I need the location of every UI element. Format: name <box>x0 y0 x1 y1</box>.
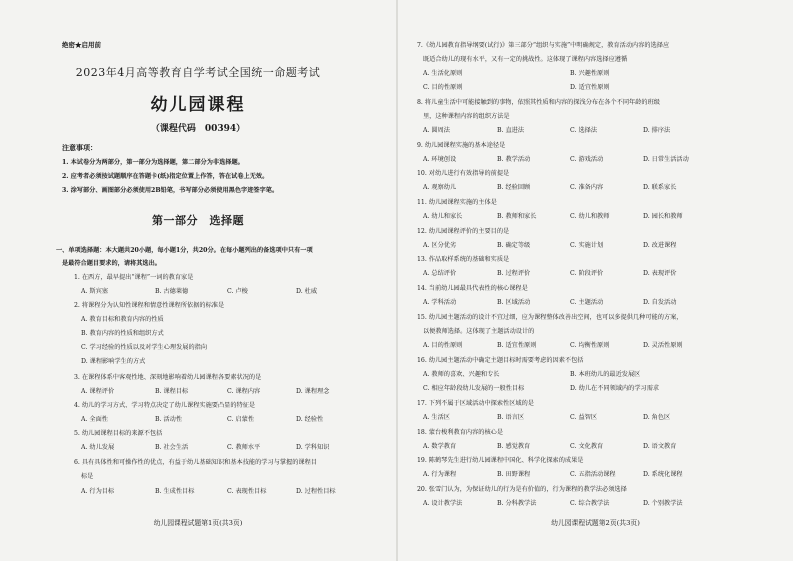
question-stem: 16. 幼儿园主题活动中确定主题目标时需要考虑的因素不包括 <box>417 357 584 364</box>
question-stem: 11. 幼儿园课程实施的主体是 <box>417 199 497 206</box>
option: D. 课程影响学生的方式 <box>81 358 146 365</box>
option: A. 斯宾塞 <box>81 288 108 295</box>
option: B. 本班幼儿的最近发展区 <box>570 371 641 378</box>
option: D. 适宜性原则 <box>570 84 610 91</box>
option: C. 益智区 <box>570 414 598 421</box>
question-stem: 20. 张雪门认为，为保证幼儿的行为是有价值的，行为课程的教学法必须选择 <box>417 486 627 493</box>
option: B. 古德莱德 <box>155 288 189 295</box>
option: A. 数学教育 <box>423 443 457 450</box>
option: D. 自发活动 <box>643 299 677 306</box>
notice-heading: 注意事项： <box>62 143 97 152</box>
option: A. 全面性 <box>81 416 108 423</box>
option: D. 过程性目标 <box>296 488 336 495</box>
option: D. 个别教学法 <box>643 500 683 507</box>
option: C. 教师水平 <box>227 444 261 451</box>
option: B. 社会生活 <box>155 444 189 451</box>
option: A. 观察幼儿 <box>423 184 457 191</box>
option: A. 幼儿和家长 <box>423 213 463 220</box>
question-stem-continued: 里，这种课程内容的组织方法是 <box>423 113 510 120</box>
option: B. 生成性目标 <box>155 488 195 495</box>
option: C. 综合教学法 <box>570 500 610 507</box>
option: B. 兴趣性原则 <box>570 70 610 77</box>
part-title: 第一部分 选择题 <box>152 214 244 227</box>
option: C. 课程内容 <box>227 388 261 395</box>
option: A. 目的性原则 <box>423 342 463 349</box>
option: C. 表现性目标 <box>227 488 267 495</box>
option: C. 相应年龄段幼儿发展的一般性目标 <box>423 385 525 392</box>
page-footer: 幼儿园课程试题第2页(共3页) <box>551 519 640 527</box>
question-stem: 17. 下列不属于区域活动中探索性区域的是 <box>417 400 534 407</box>
option: A. 生活化原则 <box>423 70 463 77</box>
option: D. 改进课程 <box>643 242 677 249</box>
option: C. 主题活动 <box>570 299 604 306</box>
option: C. 实施计划 <box>570 242 604 249</box>
option: C. 选择法 <box>570 127 598 134</box>
option: D. 排序法 <box>643 127 671 134</box>
option: A. 行为课程 <box>423 471 457 478</box>
section-instructions: 一、单项选择题：本大题共20小题，每小题1分，共20分。在每小题列出的备选项中只有一项 <box>56 247 313 254</box>
option: C. 幼儿和教师 <box>570 213 610 220</box>
question-stem: 2. 将课程分为认知性课程和情意性课程所依据的标准是 <box>74 302 225 309</box>
option: D. 学科知识 <box>296 444 330 451</box>
notice-item: 1. 本试卷分为两部分，第一部分为选择题，第二部分为非选择题。 <box>62 159 244 166</box>
option: B. 感觉教育 <box>497 443 531 450</box>
question-stem-continued: 以便教师选择。这体现了主题活动设计的 <box>423 328 535 335</box>
question-stem: 6. 具有具体性和可操作性的优点，有益于幼儿基础知识和基本技能的学习与掌握的课程目 <box>74 459 317 466</box>
page-1 <box>0 0 396 561</box>
question-stem: 15. 幼儿园主题活动的设计不宜过细，应为课程整体改善出空间，也可以多提供几种可能的方案， <box>417 314 683 321</box>
notice-item: 3. 涂写部分、画图部分必须使用2B铅笔，书写部分必须使用黑色字迹签字笔。 <box>62 187 279 194</box>
option: B. 活动性 <box>155 416 183 423</box>
option: B. 分科教学法 <box>497 500 537 507</box>
option: C. 目的性原则 <box>423 84 463 91</box>
option: C. 游戏活动 <box>570 156 604 163</box>
option: B. 过程评价 <box>497 270 531 277</box>
option: D. 联系家长 <box>643 184 677 191</box>
option: A. 课程评价 <box>81 388 115 395</box>
question-stem: 3. 在课程体系中客观性地、深刻地影响着幼儿园课程各要素状况的是 <box>74 374 262 381</box>
question-stem: 4. 幼儿的学习方式、学习特点决定了幼儿课程实施要凸显的特征是 <box>74 402 256 409</box>
option: D. 幼儿在不同领域内的学习需求 <box>570 385 660 392</box>
option: D. 园长和教师 <box>643 213 683 220</box>
option: B. 教学活动 <box>497 156 531 163</box>
option: C. 启蒙性 <box>227 416 255 423</box>
question-stem: 8. 将儿童生活中可能接触到的事物，依照其性质和内容的探浅分布在各个不同年龄的班级 <box>417 99 660 106</box>
section-instructions: 是最符合题目要求的，请将其选出。 <box>62 260 161 267</box>
option: B. 语言区 <box>497 414 525 421</box>
option: B. 直进法 <box>497 127 525 134</box>
question-stem: 19. 陈鹤琴先生进行幼儿园课程中国化、科学化探索的成果是 <box>417 457 584 464</box>
option: B. 教育内容的性质和组织方式 <box>81 330 164 337</box>
option: D. 日常生活活动 <box>643 156 689 163</box>
option: A. 总结评价 <box>423 270 457 277</box>
question-stem: 5. 幼儿园课程目标的来源不包括 <box>74 430 163 437</box>
question-stem: 9. 幼儿园课程实施的基本途径是 <box>417 142 506 149</box>
question-stem: 10. 对幼儿进行有效指导的前提是 <box>417 170 510 177</box>
confidential-mark: 绝密★启用前 <box>62 41 101 49</box>
option: A. 圆周法 <box>423 127 450 134</box>
option: C. 文化教育 <box>570 443 604 450</box>
option: C. 准备内容 <box>570 184 604 191</box>
option: B. 课程目标 <box>155 388 189 395</box>
notice-item: 2. 应考者必须按试题顺序在答题卡(纸)指定位置上作答，答在试卷上无效。 <box>62 173 269 180</box>
question-stem: 12. 幼儿园课程评价的主要目的是 <box>417 228 510 235</box>
option: A. 环境创设 <box>423 156 457 163</box>
question-stem-continued: 既适合幼儿的现有水平，又有一定的挑战性。这体现了课程内容选择应遵循 <box>423 56 628 63</box>
question-stem: 7.《幼儿园教育指导纲要(试行)》第三部分“组织与实施”中明确规定，教育活动内容的选择应 <box>417 42 670 49</box>
question-stem: 13. 作品取样系统的基础和实质是 <box>417 256 510 263</box>
option: B. 经验回顾 <box>497 184 531 191</box>
option: D. 经验性 <box>296 416 324 423</box>
option: A. 学科活动 <box>423 299 457 306</box>
option: B. 确定等级 <box>497 242 531 249</box>
option: C. 阶段评价 <box>570 270 604 277</box>
question-stem: 14. 当前幼儿园最具代表性的核心课程是 <box>417 285 528 292</box>
option: D. 语文教育 <box>643 443 677 450</box>
option: C. 学习经验的性质以及对学生心理发展的指向 <box>81 344 208 351</box>
course-title: 幼儿园课程 <box>150 95 246 115</box>
page-footer: 幼儿园课程试题第1页(共3页) <box>153 519 243 527</box>
course-code: （课程代码 00394） <box>150 124 246 134</box>
option: B. 适宜性原则 <box>497 342 537 349</box>
question-stem: 18. 蒙台梭利教育内容的核心是 <box>417 429 504 436</box>
option: B. 教师和家长 <box>497 213 537 220</box>
option: A. 幼儿发展 <box>81 444 115 451</box>
option: D. 杜威 <box>296 288 318 295</box>
option: A. 生活区 <box>423 414 450 421</box>
option: A. 教师的喜欢、兴趣和专长 <box>423 371 500 378</box>
option: D. 表现评价 <box>643 270 677 277</box>
option: C. 卢梭 <box>227 288 248 295</box>
question-stem: 1. 在西方，最早提出“课程”一词的教育家是 <box>74 274 194 281</box>
option: D. 灵活性原则 <box>643 342 683 349</box>
option: B. 区域活动 <box>497 299 531 306</box>
option: D. 角色区 <box>643 414 671 421</box>
exam-title: 2023年4月高等教育自学考试全国统一命题考试 <box>75 66 321 79</box>
option: A. 行为目标 <box>81 488 115 495</box>
option: A. 设计教学法 <box>423 500 463 507</box>
option: C. 五指活动课程 <box>570 471 616 478</box>
option: A. 区分优劣 <box>423 242 457 249</box>
option: D. 系统化课程 <box>643 471 683 478</box>
question-stem-continued: 标是 <box>81 473 94 480</box>
option: C. 均衡性原则 <box>570 342 610 349</box>
option: D. 课程理念 <box>296 388 330 395</box>
option: B. 田野课程 <box>497 471 531 478</box>
option: A. 教育目标和教育内容的性质 <box>81 316 164 323</box>
